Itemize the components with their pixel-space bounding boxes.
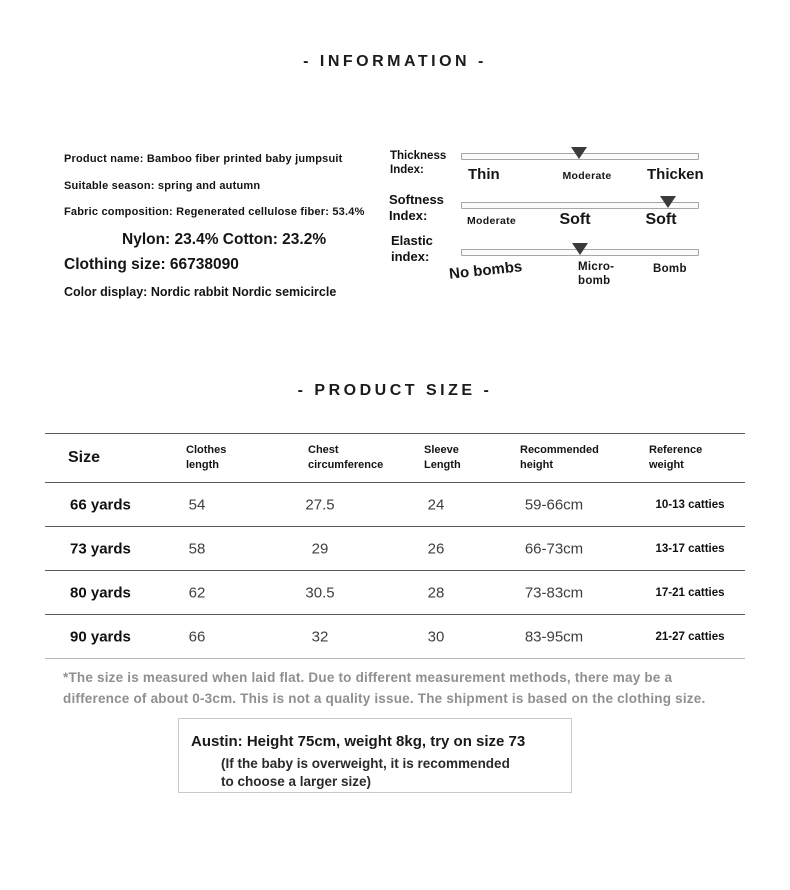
information-section-title: - INFORMATION - xyxy=(303,53,487,70)
cell-weight: 17-21 catties xyxy=(655,586,725,599)
softness-option-soft-right: Soft xyxy=(645,211,677,228)
thickness-option-thicken: Thicken xyxy=(647,166,704,183)
header-recommended-height: Recommended height xyxy=(520,444,599,471)
softness-option-soft-mid: Soft xyxy=(559,211,591,228)
elastic-option-bomb: Bomb xyxy=(653,263,687,275)
table-row xyxy=(45,527,745,571)
softness-index-label: Softness Index: xyxy=(389,192,444,224)
elastic-option-no-bombs: No bombs xyxy=(448,258,524,283)
product-size-section-title: - PRODUCT SIZE - xyxy=(297,382,493,399)
elastic-index-label: Elastic index: xyxy=(391,233,433,265)
table-row xyxy=(45,483,745,527)
cell-height: 66-73cm xyxy=(524,540,584,557)
measurement-note xyxy=(63,668,763,710)
product-name-text: Product name: Bamboo fiber printed baby jumpsuit xyxy=(64,153,343,165)
cell-sleeve: 30 xyxy=(427,628,445,645)
cell-weight: 10-13 catties xyxy=(655,498,725,511)
elastic-marker-icon xyxy=(572,243,588,255)
cell-chest: 30.5 xyxy=(305,584,335,601)
table-row xyxy=(45,571,745,615)
table-row xyxy=(45,615,745,659)
header-chest-circumference: Chest circumference xyxy=(308,444,384,471)
measurement-note-line2: difference of about 0-3cm. This is not a quality issue. The shipment is based on the clothing size. xyxy=(63,690,706,706)
cell-size: 90 yards xyxy=(70,628,131,645)
cell-clothes-length: 54 xyxy=(188,496,206,513)
cell-chest: 32 xyxy=(311,628,329,645)
cell-clothes-length: 62 xyxy=(188,584,206,601)
color-display-text: Color display: Nordic rabbit Nordic semicircle xyxy=(64,285,337,299)
fit-subtitle: (If the baby is overweight, it is recommended to choose a larger size) xyxy=(221,756,510,789)
header-clothes-length: Clothes length xyxy=(186,444,227,471)
thickness-marker-icon xyxy=(571,147,587,159)
cell-size: 80 yards xyxy=(70,584,131,601)
thickness-option-moderate: Moderate xyxy=(562,170,612,182)
cell-sleeve: 28 xyxy=(427,584,445,601)
cell-height: 59-66cm xyxy=(524,496,584,513)
measurement-note-line1: *The size is measured when laid flat. Due to different measurement methods, there may be a xyxy=(63,670,673,685)
cell-clothes-length: 66 xyxy=(188,628,206,645)
fit-recommendation-box xyxy=(178,718,572,793)
fabric-composition-text: Fabric composition: Regenerated cellulose fiber: 53.4% xyxy=(64,206,365,218)
header-size: Size xyxy=(68,449,101,467)
cell-chest: 27.5 xyxy=(305,496,335,513)
fit-title: Austin: Height 75cm, weight 8kg, try on size 73 xyxy=(191,733,526,750)
softness-option-moderate: Moderate xyxy=(467,215,517,227)
elastic-option-micro-bomb: Micro-bomb xyxy=(578,261,615,288)
size-table xyxy=(45,433,745,659)
cell-size: 66 yards xyxy=(70,496,131,513)
cell-height: 83-95cm xyxy=(524,628,584,645)
thickness-index-label: Thickness Index: xyxy=(390,150,447,177)
cell-weight: 13-17 catties xyxy=(655,542,725,555)
softness-marker-icon xyxy=(660,196,676,208)
fabric-composition-2-text: Nylon: 23.4% Cotton: 23.2% xyxy=(122,231,327,248)
cell-height: 73-83cm xyxy=(524,584,584,601)
cell-sleeve: 26 xyxy=(427,540,445,557)
size-table-header-row xyxy=(45,434,745,483)
cell-sleeve: 24 xyxy=(427,496,445,513)
cell-chest: 29 xyxy=(311,540,329,557)
clothing-size-text: Clothing size: 66738090 xyxy=(64,256,239,273)
header-sleeve-length: Sleeve Length xyxy=(424,444,461,471)
header-reference-weight: Reference weight xyxy=(649,444,703,471)
thickness-option-thin: Thin xyxy=(468,166,500,183)
cell-clothes-length: 58 xyxy=(188,540,206,557)
suitable-season-text: Suitable season: spring and autumn xyxy=(64,180,261,192)
cell-size: 73 yards xyxy=(70,540,131,557)
cell-weight: 21-27 catties xyxy=(655,630,725,643)
